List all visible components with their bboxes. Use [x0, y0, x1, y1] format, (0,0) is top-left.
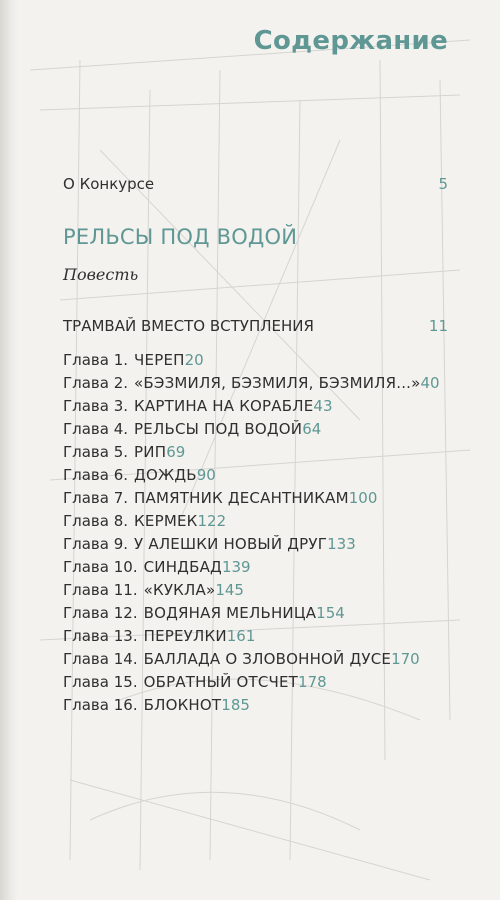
chapter-number: Глава 11. — [63, 581, 138, 599]
toc-entry-page: 11 — [428, 317, 448, 335]
chapter-number: Глава 16. — [63, 696, 138, 714]
chapter-page: 139 — [221, 558, 251, 576]
chapter-number: Глава 6. — [63, 466, 129, 484]
chapter-number: Глава 5. — [63, 443, 129, 461]
chapter-name: БЛОКНОТ — [143, 696, 222, 714]
toc-entry-contest[interactable] — [63, 174, 448, 194]
chapter-page: 122 — [197, 512, 227, 530]
chapter-number: Глава 12. — [63, 604, 138, 622]
chapter-name: У АЛЕШКИ НОВЫЙ ДРУГ — [134, 535, 328, 553]
toc-entry-intro[interactable] — [63, 316, 448, 336]
chapter-name: СИНДБАД — [143, 558, 222, 576]
chapter-name: «БЭЗМИЛЯ, БЭЗМИЛЯ, БЭЗМИЛЯ...» — [134, 374, 421, 392]
chapter-name: БАЛЛАДА О ЗЛОВОННОЙ ДУСЕ — [143, 650, 392, 668]
chapter-page: 170 — [391, 650, 420, 668]
chapter-page: 64 — [302, 420, 322, 438]
chapter-page: 40 — [420, 374, 440, 392]
chapter-number: Глава 14. — [63, 650, 138, 668]
chapter-number: Глава 15. — [63, 673, 138, 691]
chapter-page: 161 — [226, 627, 256, 645]
chapter-number: Глава 3. — [63, 397, 129, 415]
chapter-name: КАРТИНА НА КОРАБЛЕ — [134, 397, 314, 415]
chapter-page: 100 — [348, 489, 378, 507]
page-title: Содержание — [253, 26, 448, 56]
chapter-name: ПЕРЕУЛКИ — [143, 627, 227, 645]
chapter-page: 145 — [215, 581, 244, 599]
chapter-number: Глава 10. — [63, 558, 138, 576]
chapter-name: РЕЛЬСЫ ПОД ВОДОЙ — [134, 420, 303, 438]
chapter-number: Глава 4. — [63, 420, 129, 438]
chapter-number: Глава 13. — [63, 627, 138, 645]
chapter-number: Глава 7. — [63, 489, 129, 507]
chapter-page: 43 — [313, 397, 333, 415]
chapter-number: Глава 1. — [63, 351, 129, 369]
toc-entry-label: ТРАМВАЙ ВМЕСТО ВСТУПЛЕНИЯ — [63, 317, 314, 335]
chapter-name: РИП — [134, 443, 167, 461]
chapter-number: Глава 2. — [63, 374, 129, 392]
section-subtitle: Повесть — [63, 265, 139, 284]
chapter-number: Глава 9. — [63, 535, 129, 553]
chapter-number: Глава 8. — [63, 512, 129, 530]
section-title: РЕЛЬСЫ ПОД ВОДОЙ — [63, 225, 298, 249]
toc-entry-page: 5 — [438, 175, 448, 193]
chapter-page: 133 — [327, 535, 356, 553]
chapter-page: 178 — [298, 673, 327, 691]
chapter-page: 185 — [221, 696, 250, 714]
chapter-name: ЧЕРЕП — [134, 351, 185, 369]
chapter-page: 154 — [316, 604, 345, 622]
toc-entry-label: О Конкурсе — [63, 175, 155, 193]
chapter-name: ПАМЯТНИК ДЕСАНТНИКАМ — [134, 489, 349, 507]
chapter-name: ДОЖДЬ — [134, 466, 197, 484]
chapter-page: 90 — [196, 466, 216, 484]
chapter-name: ВОДЯНАЯ МЕЛЬНИЦА — [143, 604, 317, 622]
chapter-name: ОБРАТНЫЙ ОТСЧЕТ — [143, 673, 299, 691]
chapter-page: 69 — [166, 443, 186, 461]
chapter-page: 20 — [184, 351, 204, 369]
chapter-name: «КУКЛА» — [143, 581, 216, 599]
chapter-name: КЕРМЕК — [134, 512, 198, 530]
